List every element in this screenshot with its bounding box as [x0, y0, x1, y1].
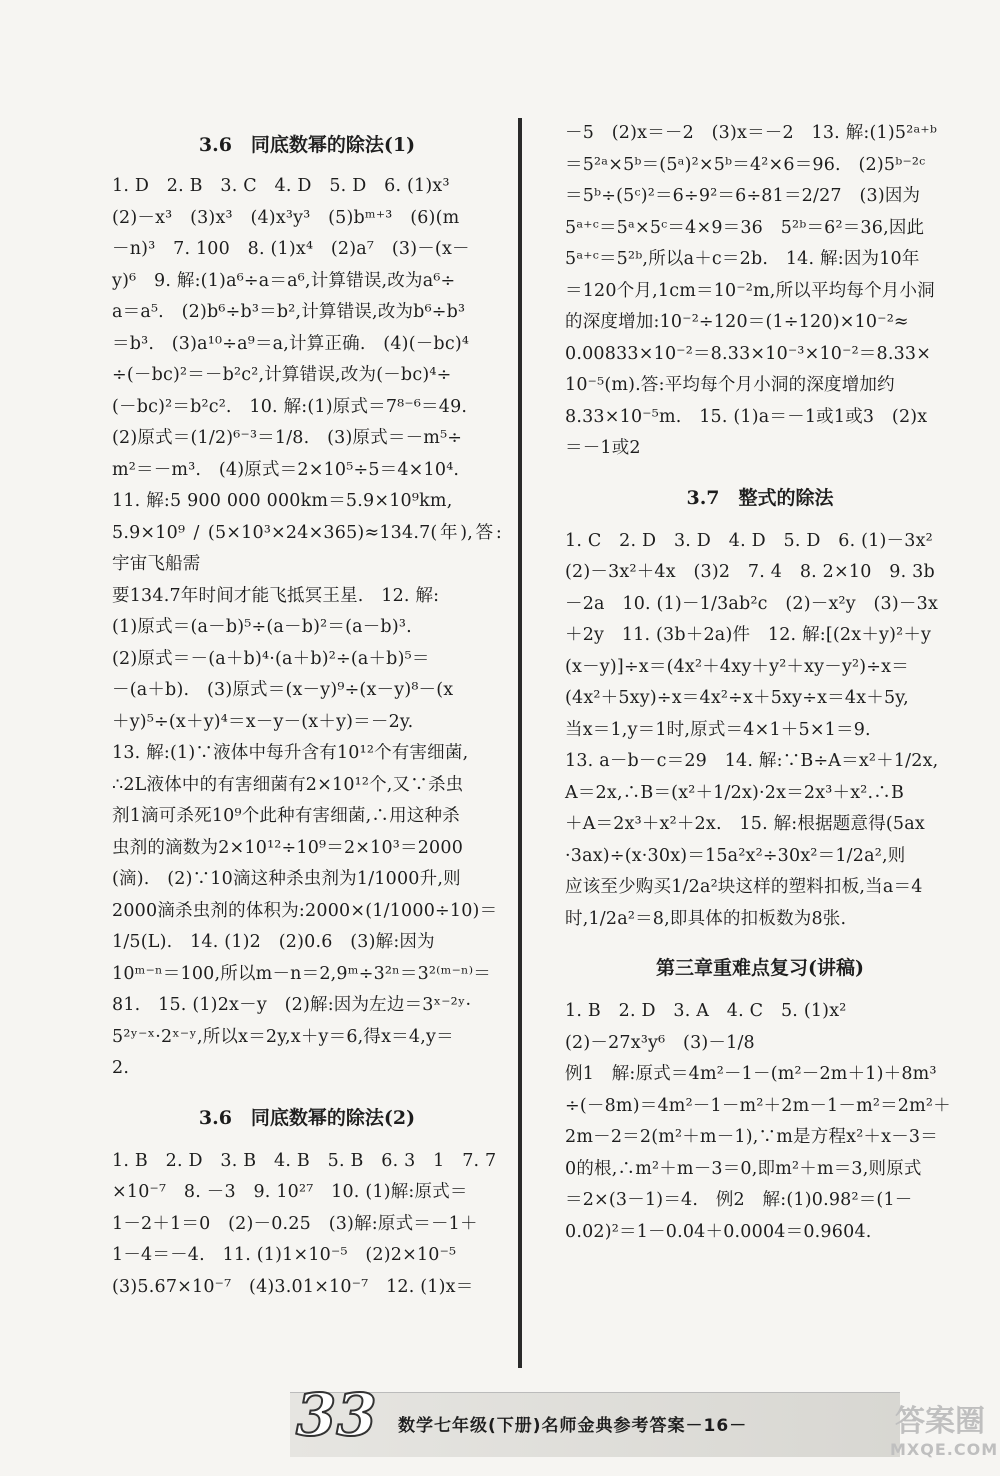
answer-text: －5 (2)x＝－2 (3)x＝－2 13. 解:(1)5²ᵃ⁺ᵇ ＝5²ᵃ×5ᵇ＝(5ᵃ)²×5ᵇ＝4²×6＝96. (2)5ᵇ⁻²ᶜ ＝5ᵇ÷(5ᶜ)²＝6÷9²＝6÷81＝2/27 (3)因为 5ᵃ⁺ᶜ＝5ᵃ×5ᶜ＝4×9＝36 5²ᵇ＝6²＝36,因此 5ᵃ⁺ᶜ＝5²ᵇ,所以a＋c＝2b. 14. 解:因为10年 ＝120个月,1cm＝10⁻²m,所以平均每个月小洞 的深度增加:10⁻²÷120＝(1÷120)×10⁻²≈ 0.00833×10⁻²＝8.33×10⁻³×10⁻²＝8.33× 10⁻⁵(m).答:平均每个月小洞的深度增加约 8.33×10⁻⁵m. 15. (1)a＝－1或1或3 (2)x ＝－1或2 [565, 123, 938, 458]
section-title: 第三章重难点复习(讲稿) [656, 957, 864, 979]
footer-title: 数学七年级(下册)名师金典参考答案－16－ [398, 1416, 748, 1436]
right-column [565, 118, 955, 1256]
section-title: 3.7 整式的除法 [686, 486, 834, 509]
watermark-title: 答案圈 [895, 1404, 985, 1439]
section-title: 3.6 同底数幂的除法(2) [198, 1106, 416, 1129]
answer-text: 1. B 2. D 3. A 4. C 5. (1)x² (2)－27x³y⁶ (3)－1/8 例1 解:原式＝4m²－1－(m²－2m＋1)＋8m³ ÷(－8m)＝4m²－1－m²＋2m－1－m²＝2m²＋ 2m－2＝2(m²＋m－1),∵m是方程x²＋x－3＝ 0的根,∴m²＋m－3＝0,即m²＋m＝3,则原式 ＝2×(3－1)＝4. 例2 解:(1)0.98²＝(1－ 0.02)²＝1－0.04＋0.0004＝0.9604. [565, 1001, 951, 1242]
page-footer [290, 1381, 900, 1457]
left-column [112, 118, 502, 1311]
watermark [890, 1396, 999, 1466]
watermark-url: MXQE.COM [890, 1440, 999, 1459]
column-divider [518, 118, 522, 1368]
answer-text: 1. C 2. D 3. D 4. D 5. D 6. (1)－3x² (2)－3x²＋4x (3)2 7. 4 8. 2×10 9. 3b －2a 10. (1)－1/3ab²c (2)－x²y (3)－3x ＋2y 11. (3b＋2a)件 12. 解:[(2x＋y)²＋y (x－y)]÷x＝(4x²＋4xy＋y²＋xy－y²)÷x＝ (4x²＋5xy)÷x＝4x²÷x＋5xy÷x＝4x＋5y, 当x＝1,y＝1时,原式＝4×1＋5×1＝9. 13. a－b－c＝29 14. 解:∵B÷A＝x²＋1/2x, A＝2x,∴B＝(x²＋1/2x)·2x＝2x³＋x².∴B ＋A＝2x³＋x²＋2x. 15. 解:根据题意得(5ax ·3ax)÷(x·30x)＝15a²x²÷30x²＝1/2a²,则 应该至少购买1/2a²块这样的塑料扣板,当a＝4 时,1/2a²＝8,即具体的扣板数为8张. [565, 530, 939, 929]
answer-text: 1. B 2. D 3. B 4. B 5. B 6. 3 1 7. 7 ×10⁻⁷ 8. －3 9. 10²⁷ 10. (1)解:原式＝ 1－2＋1＝0 (2)－0.25 (3)解:原式＝－1＋ 1－4＝－4. 11. (1)1×10⁻⁵ (2)2×10⁻⁵ (3)5.67×10⁻⁷ (4)3.01×10⁻⁷ 12. (1)x＝ [112, 1150, 497, 1297]
section-title: 3.6 同底数幂的除法(1) [198, 134, 416, 156]
page-number-logo: 33 [296, 1381, 377, 1449]
answer-text: 1. D 2. B 3. C 4. D 5. D 6. (1)x³ (2)－x³ (3)x³ (4)x³y³ (5)bᵐ⁺³ (6)(m －n)³ 7. 100 8. (1)x⁴ (2)a⁷ (3)－(x－ y)⁶ 9. 解:(1)a⁶÷a＝a⁶,计算错误,改为a⁶÷ a＝a⁵. (2)b⁶÷b³＝b²,计算错误,改为b⁶÷b³ ＝b³. (3)a¹⁰÷a⁹＝a,计算正确. (4)(－bc)⁴ ÷(－bc)²＝－b²c²,计算错误,改为(－bc)⁴÷ (－bc)²＝b²c². 10. 解:(1)原式＝7⁸⁻⁶＝49. (2)原式＝(1/2)⁶⁻³＝1/8. (3)原式＝－m⁵÷ m²＝－m³. (4)原式＝2×10⁵÷5＝4×10⁴. 11. 解:5 900 000 000km＝5.9×10⁹km, 5.9×10⁹ / (5×10³×24×365)≈134.7(年),答:宇宙飞船需 要134.7年时间才能飞抵冥王星. 12. 解: (1)原式＝(a－b)⁵÷(a－b)²＝(a－b)³. (2)原式＝－(a＋b)⁴·(a＋b)²÷(a＋b)⁵＝ －(a＋b). (3)原式＝(x－y)⁹÷(x－y)⁸－(x ＋y)⁵÷(x＋y)⁴＝x－y－(x＋y)＝－2y. 13. 解:(1)∵液体中每升含有10¹²个有害细菌, ∴2L液体中的有害细菌有2×10¹²个,又∵杀虫 剂1滴可杀死10⁹个此种有害细菌,∴用这种杀 虫剂的滴数为2×10¹²÷10⁹＝2×10³＝2000 (滴). (2)∵10滴这种杀虫剂为1/1000升,则 2000滴杀虫剂的体积为:2000×(1/1000÷10)＝ 1/5(L). 14. (1)2 (2)0.6 (3)解:因为 10ᵐ⁻ⁿ＝100,所以m－n＝2,9ᵐ÷3²ⁿ＝3²⁽ᵐ⁻ⁿ⁾＝ 81. 15. (1)2x－y (2)解:因为左边＝3ˣ⁻²ʸ· 5²ʸ⁻ˣ·2ˣ⁻ʸ,所以x＝2y,x＋y＝6,得x＝4,y＝ 2. [112, 176, 502, 1078]
